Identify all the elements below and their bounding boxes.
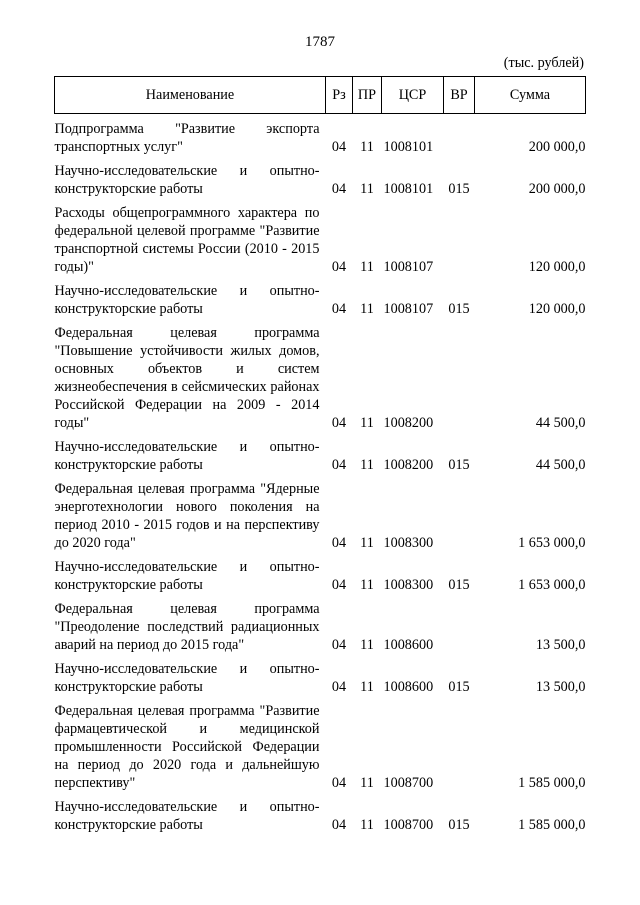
row-sum: 200 000,0 bbox=[528, 139, 586, 155]
row-csr: 1008101 bbox=[383, 139, 434, 155]
row-csr: 1008700 bbox=[383, 817, 434, 833]
row-name: Научно-исследовательские и опытно-конструкторские работы bbox=[54, 439, 320, 473]
row-sum: 1 653 000,0 bbox=[518, 535, 586, 551]
header-csr: ЦСР bbox=[382, 77, 444, 114]
row-sum: 1 653 000,0 bbox=[518, 577, 586, 593]
row-vr: 015 bbox=[448, 181, 470, 197]
row-pr: 11 bbox=[360, 817, 374, 833]
table-row bbox=[55, 594, 586, 654]
row-csr: 1008200 bbox=[383, 415, 434, 431]
row-sum: 13 500,0 bbox=[535, 679, 586, 695]
row-sum: 200 000,0 bbox=[528, 181, 586, 197]
row-rz: 04 bbox=[331, 457, 347, 473]
row-vr bbox=[444, 318, 475, 432]
row-sum: 120 000,0 bbox=[528, 259, 586, 275]
row-csr: 1008600 bbox=[383, 637, 434, 653]
table-row bbox=[55, 276, 586, 318]
header-pr: ПР bbox=[353, 77, 382, 114]
row-rz: 04 bbox=[331, 259, 347, 275]
row-csr: 1008107 bbox=[383, 301, 434, 317]
row-vr: 015 bbox=[448, 457, 470, 473]
row-rz: 04 bbox=[331, 775, 347, 791]
row-name: Расходы общепрограммного характера по федеральной целевой программе "Развитие транспортной системы России (2010 - 2015 годы)" bbox=[54, 205, 320, 275]
row-csr: 1008600 bbox=[383, 679, 434, 695]
row-csr: 1008107 bbox=[383, 259, 434, 275]
row-vr bbox=[444, 198, 475, 276]
row-sum: 44 500,0 bbox=[535, 457, 586, 473]
row-name: Научно-исследовательские и опытно-конструкторские работы bbox=[54, 559, 320, 593]
row-rz: 04 bbox=[331, 301, 347, 317]
row-csr: 1008300 bbox=[383, 535, 434, 551]
row-vr: 015 bbox=[448, 817, 470, 833]
row-csr: 1008700 bbox=[383, 775, 434, 791]
row-name: Подпрограмма "Развитие экспорта транспортных услуг" bbox=[54, 121, 320, 155]
row-vr: 015 bbox=[448, 577, 470, 593]
row-rz: 04 bbox=[331, 817, 347, 833]
row-rz: 04 bbox=[331, 577, 347, 593]
row-name: Федеральная целевая программа "Ядерные энерготехнологии нового поколения на период 2010 - 2015 годов и на перспективу до 2020 года" bbox=[54, 481, 320, 551]
header-vr: ВР bbox=[444, 77, 475, 114]
units-label: (тыс. рублей) bbox=[503, 55, 584, 71]
row-csr: 1008200 bbox=[383, 457, 434, 473]
header-rz: Рз bbox=[326, 77, 353, 114]
row-vr bbox=[444, 114, 475, 157]
row-pr: 11 bbox=[360, 577, 374, 593]
row-sum: 1 585 000,0 bbox=[518, 775, 586, 791]
row-sum: 1 585 000,0 bbox=[518, 817, 586, 833]
row-vr bbox=[444, 594, 475, 654]
row-name: Федеральная целевая программа "Преодоление последствий радиационных аварий на период до 2015 года" bbox=[54, 601, 320, 653]
table-row bbox=[55, 318, 586, 432]
row-pr: 11 bbox=[360, 775, 374, 791]
row-rz: 04 bbox=[331, 637, 347, 653]
row-name: Научно-исследовательские и опытно-конструкторские работы bbox=[54, 799, 320, 833]
table-row bbox=[55, 432, 586, 474]
table-row bbox=[55, 156, 586, 198]
header-sum: Сумма bbox=[475, 77, 586, 114]
row-pr: 11 bbox=[360, 535, 374, 551]
row-rz: 04 bbox=[331, 139, 347, 155]
row-name: Научно-исследовательские и опытно-конструкторские работы bbox=[54, 283, 320, 317]
row-rz: 04 bbox=[331, 535, 347, 551]
row-rz: 04 bbox=[331, 415, 347, 431]
row-pr: 11 bbox=[360, 637, 374, 653]
row-vr: 015 bbox=[448, 679, 470, 695]
row-pr: 11 bbox=[360, 181, 374, 197]
row-pr: 11 bbox=[360, 415, 374, 431]
row-name: Научно-исследовательские и опытно-конструкторские работы bbox=[54, 163, 320, 197]
row-rz: 04 bbox=[331, 181, 347, 197]
header-name: Наименование bbox=[55, 77, 326, 114]
row-pr: 11 bbox=[360, 301, 374, 317]
row-name: Федеральная целевая программа "Развитие фармацевтической и медицинской промышленности Российской Федерации на период до 2020 года и дальнейшую перспективу" bbox=[54, 703, 320, 791]
table-row bbox=[55, 654, 586, 696]
row-rz: 04 bbox=[331, 679, 347, 695]
table-row bbox=[55, 474, 586, 552]
row-csr: 1008300 bbox=[383, 577, 434, 593]
row-vr bbox=[444, 474, 475, 552]
row-pr: 11 bbox=[360, 259, 374, 275]
row-vr: 015 bbox=[448, 301, 470, 317]
table-row bbox=[55, 114, 586, 157]
row-sum: 13 500,0 bbox=[535, 637, 586, 653]
table-row bbox=[55, 198, 586, 276]
row-pr: 11 bbox=[360, 679, 374, 695]
row-vr bbox=[444, 696, 475, 792]
row-csr: 1008101 bbox=[383, 181, 434, 197]
row-sum: 44 500,0 bbox=[535, 415, 586, 431]
table-row bbox=[55, 696, 586, 792]
page-number: 1787 bbox=[305, 34, 335, 50]
table-header-row bbox=[55, 77, 586, 114]
row-sum: 120 000,0 bbox=[528, 301, 586, 317]
row-name: Федеральная целевая программа "Повышение устойчивости жилых домов, основных объектов и систем жизнеобеспечения в сейсмических районах Российской Федерации на 2009 - 2014 годы" bbox=[54, 325, 320, 431]
row-pr: 11 bbox=[360, 457, 374, 473]
table-row bbox=[55, 552, 586, 594]
table-row bbox=[55, 792, 586, 834]
row-name: Научно-исследовательские и опытно-конструкторские работы bbox=[54, 661, 320, 695]
row-pr: 11 bbox=[360, 139, 374, 155]
budget-table bbox=[54, 76, 586, 834]
